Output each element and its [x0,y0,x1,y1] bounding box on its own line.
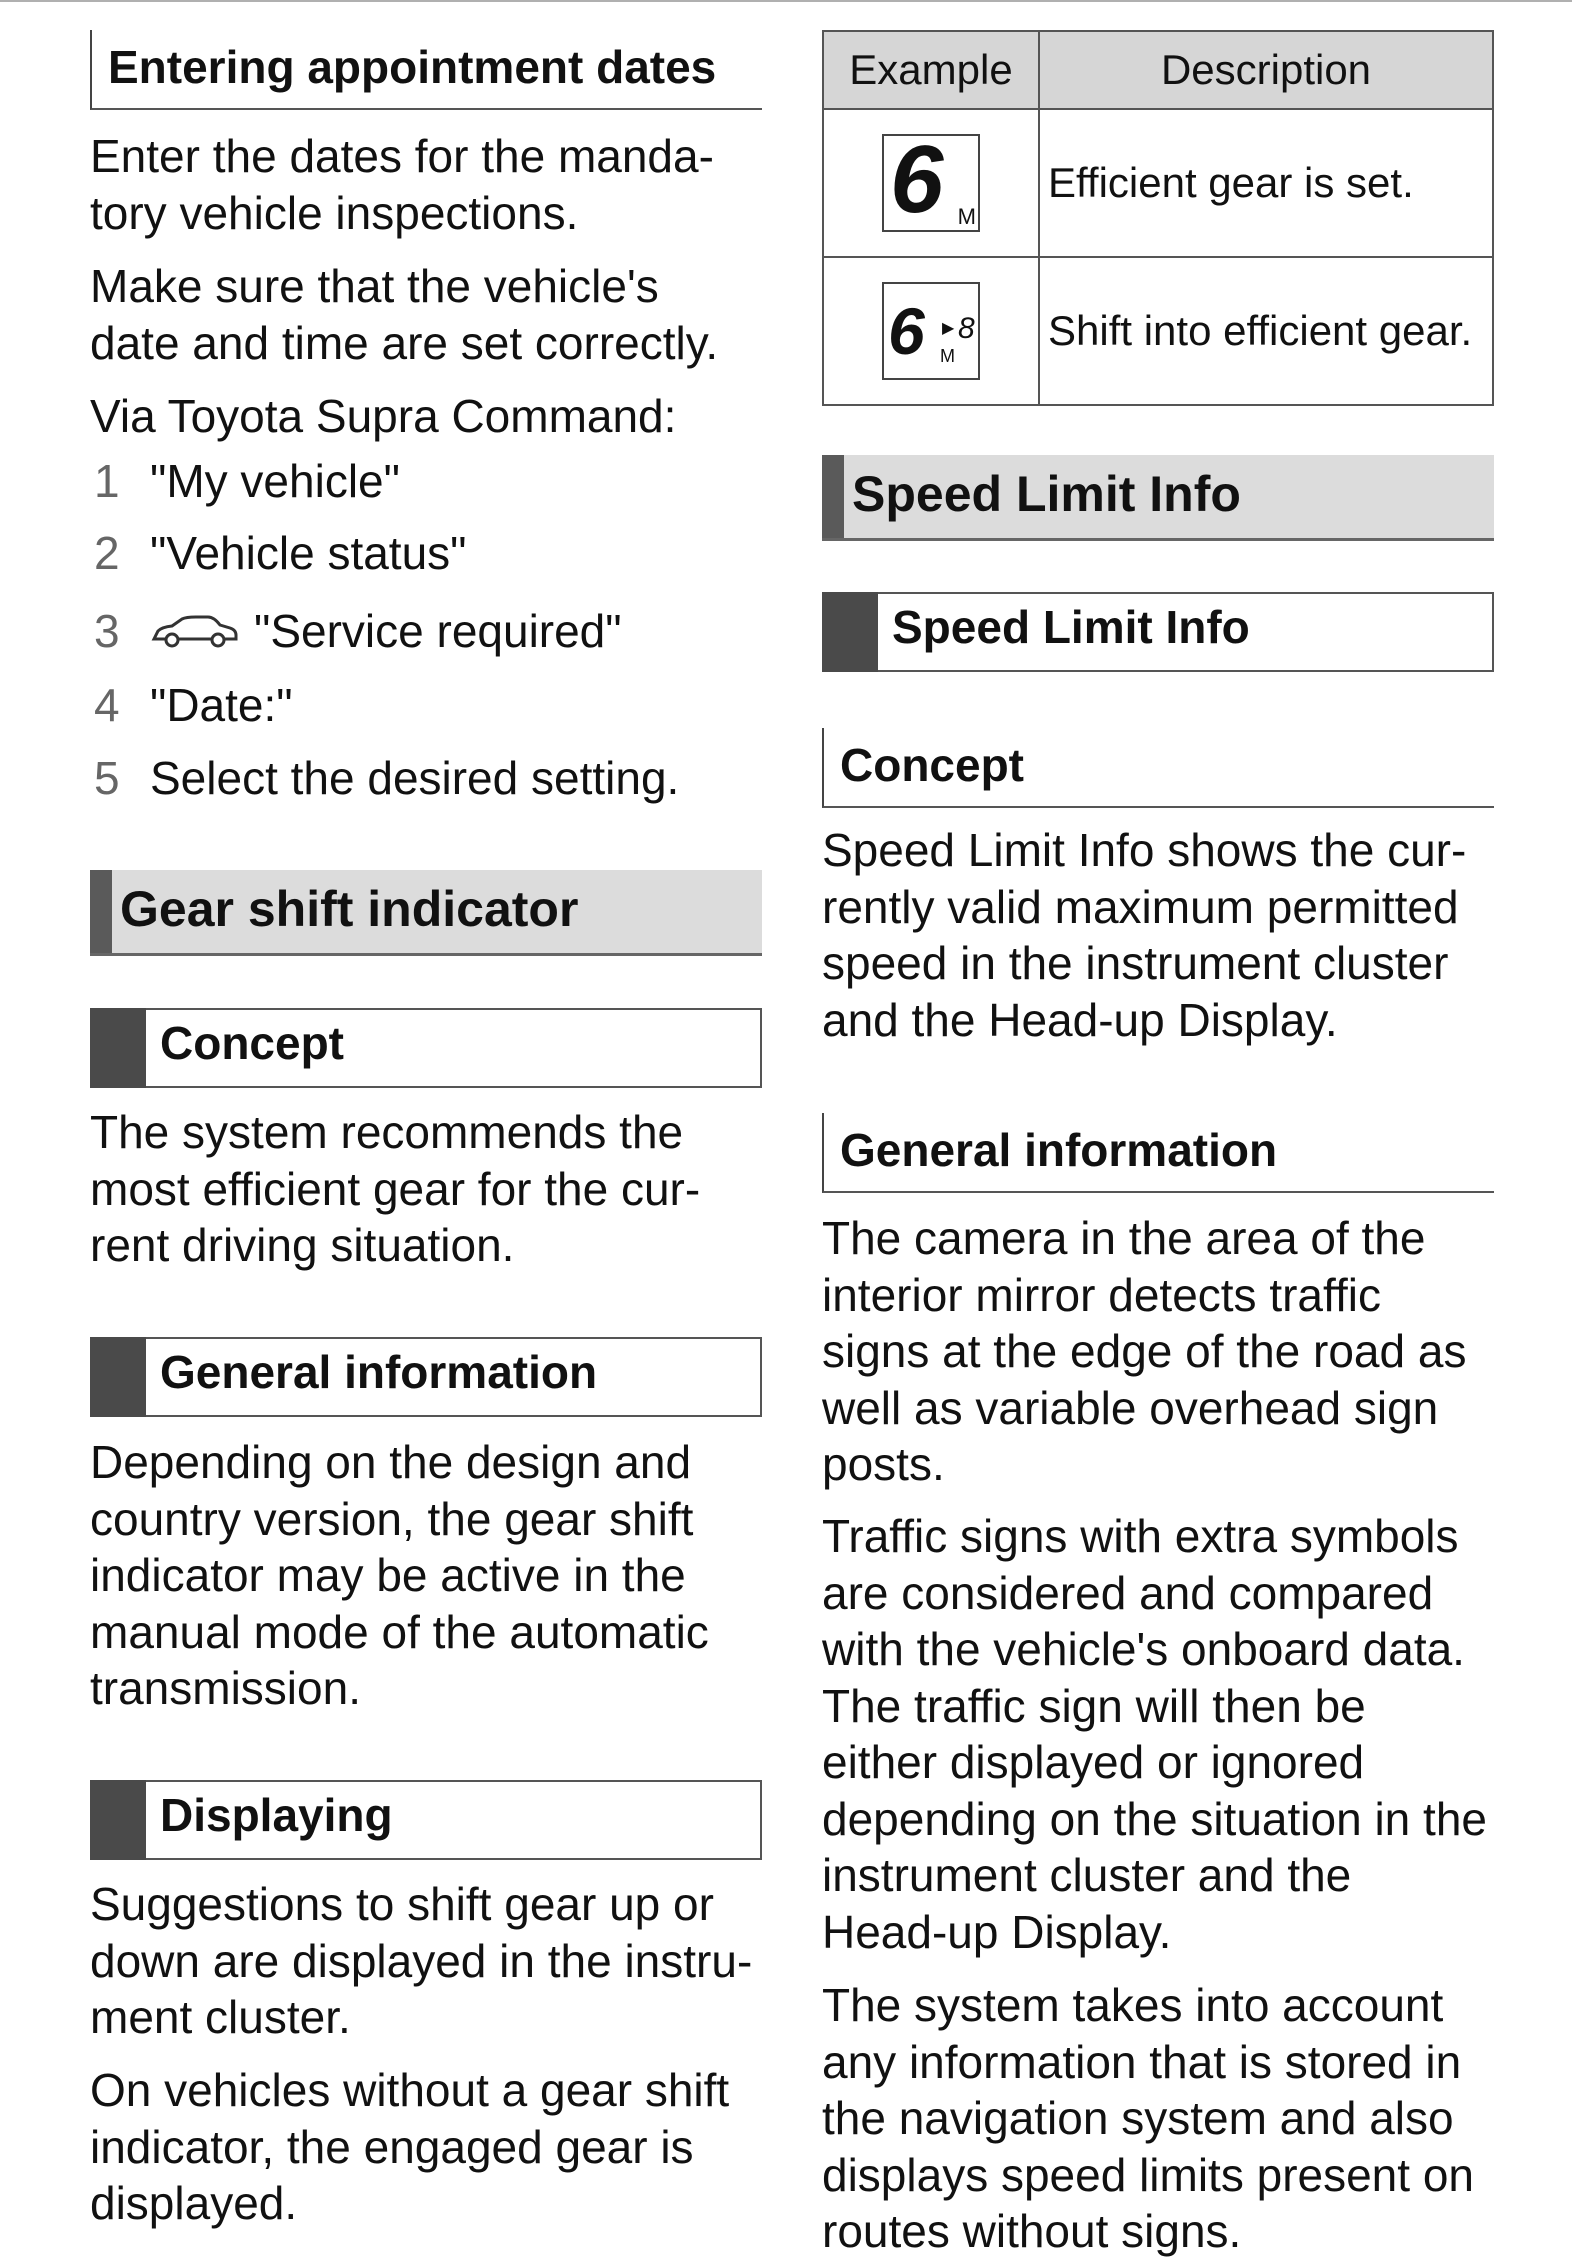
text-line: and the Head-up Display. [822,993,1338,1046]
step-text: "Date:" [150,679,293,731]
heading-text: General information [840,1124,1278,1176]
text-line: On vehicles without a gear shift [90,2064,730,2116]
step-number: 5 [94,752,120,804]
text-line: Make sure that the vehicle's [90,260,659,312]
text-line: displays speed limits present on [822,2148,1474,2201]
heading-displaying [90,1780,762,1860]
text-line: rent driving situation. [90,1219,515,1271]
column-header-description: Description [1039,31,1493,109]
description-cell: Shift into efficient gear. [1039,257,1493,405]
gear-number: 6 [890,126,944,233]
text-line: speed in the instrument cluster [822,937,1449,989]
text-line: Head-up Display. [822,1905,1172,1958]
gear-mode: M [940,346,955,366]
heading-text: Speed Limit Info [892,601,1250,653]
text-line: The system takes into account [822,1979,1444,2031]
text-line: routes without signs. [822,2205,1242,2257]
step-number: 1 [94,455,120,507]
appointment-para-2 [90,258,790,371]
speed-general-text-3 [822,1977,1522,2260]
step-number: 3 [94,605,120,657]
gear-display-icon [882,126,980,233]
table-row [823,257,1493,405]
top-border [0,0,1572,2]
text-line: with the vehicle's onboard data. [822,1623,1465,1675]
heading-text: Entering appointment dates [108,41,717,93]
heading-speed-limit-info-box [822,592,1494,672]
target-gear: 8 [958,312,975,345]
text-line: rently valid maximum permitted [822,880,1459,933]
text-line: are considered and compared [822,1566,1434,1619]
text-line: date and time are set correctly. [90,316,719,369]
step-text-with-icon [150,603,622,663]
text-line: ment cluster. [90,1991,351,2043]
text-line: depending on the situation in the [822,1792,1487,1845]
displaying-text-1 [90,1876,790,2046]
heading-appointment-dates [90,30,762,110]
step-text: "My vehicle" [150,455,400,507]
step-text: "Vehicle status" [150,527,467,579]
text-line: The traffic sign will then be [822,1679,1366,1732]
gear-general-text [90,1434,790,1717]
text-line: posts. [822,1438,945,1490]
heading-general-information [90,1337,762,1417]
heading-speed-limit-info-band [822,455,1494,541]
text-line: most efficient gear for the cur- [90,1162,701,1215]
heading-concept [90,1008,762,1088]
step-number: 2 [94,527,120,579]
step-label: "Service required" [254,605,622,657]
shift-arrow-icon: ▶ [942,320,955,337]
gear-concept-text [90,1104,790,1274]
text-line: displayed. [90,2177,298,2229]
heading-text: Concept [160,1017,344,1069]
text-line: signs at the edge of the road as [822,1325,1467,1377]
text-line: indicator, the engaged gear is [90,2120,694,2173]
text-line: manual mode of the automatic [90,1605,709,1658]
table-header-row [823,31,1493,109]
text-line: The system recommends the [90,1106,684,1158]
heading-text: Gear shift indicator [120,881,579,937]
heading-text: Displaying [160,1789,393,1841]
text-line: Traffic signs with extra symbols [822,1510,1459,1562]
example-cell [823,257,1039,405]
car-icon [150,607,240,663]
text-line: indicator may be active in the [90,1549,686,1601]
text-line: either displayed or ignored [822,1736,1365,1788]
text-line: Enter the dates for the manda- [90,130,714,182]
heading-gear-shift-indicator [90,870,762,956]
text-line: any information that is stored in [822,2035,1462,2088]
gear-shift-icon [882,282,980,380]
text-line: transmission. [90,1662,361,1714]
gear-number: 6 [888,294,925,368]
text-line: well as variable overhead sign [822,1381,1439,1434]
gear-indicator-table [822,30,1494,406]
column-header-example: Example [823,31,1039,109]
speed-general-text-2 [822,1508,1522,1960]
heading-general-information [822,1113,1494,1193]
text-line: down are displayed in the instru- [90,1934,753,1987]
example-cell [823,109,1039,257]
gear-mode: M [957,204,976,229]
text-line: Suggestions to shift gear up or [90,1878,714,1930]
appointment-para-1 [90,128,790,241]
step-text: Select the desired setting. [150,752,680,804]
displaying-text-2 [90,2062,790,2232]
text-line: Via Toyota Supra Command: [90,390,677,442]
text-line: the navigation system and also [822,2092,1454,2144]
text-line: Depending on the design and [90,1436,692,1488]
text-line: instrument cluster and the [822,1849,1352,1901]
text-line: interior mirror detects traffic [822,1268,1381,1321]
text-line: Speed Limit Info shows the cur- [822,824,1467,876]
text-line: The camera in the area of the [822,1212,1426,1264]
heading-concept [822,728,1494,808]
step-number: 4 [94,679,120,731]
speed-concept-text [822,822,1522,1048]
heading-text: Speed Limit Info [852,466,1241,522]
speed-general-text-1 [822,1210,1522,1493]
heading-text: General information [160,1346,598,1398]
text-line: tory vehicle inspections. [90,186,579,239]
via-command-text [90,388,790,445]
description-cell: Efficient gear is set. [1039,109,1493,257]
heading-text: Concept [840,739,1024,791]
text-line: country version, the gear shift [90,1492,694,1545]
table-row [823,109,1493,257]
